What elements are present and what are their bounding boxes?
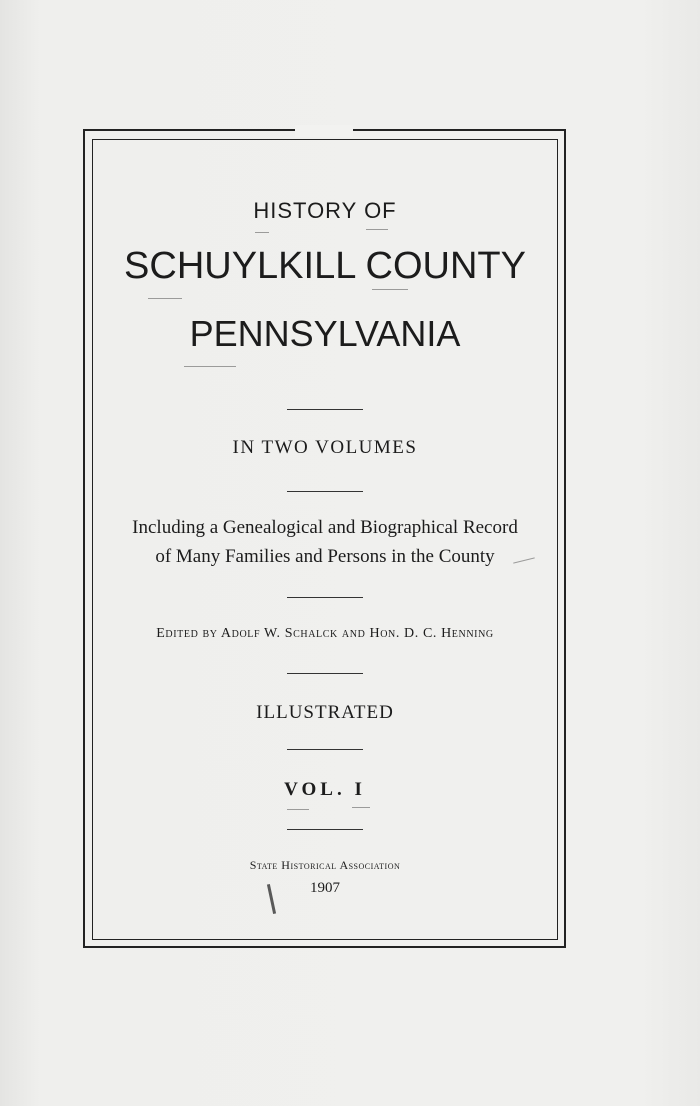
pencil-mark <box>255 232 269 233</box>
divider-rule <box>287 829 363 830</box>
pencil-mark <box>287 809 309 810</box>
title-state: PENNSYLVANIA <box>189 313 461 354</box>
editors-line: Edited by Adolf W. Schalck and Hon. D. C. Henning <box>156 626 494 641</box>
pencil-mark <box>352 807 370 808</box>
pencil-mark <box>148 298 182 299</box>
divider-rule <box>287 749 363 750</box>
title-county: SCHUYLKILL COUNTY <box>124 245 526 287</box>
divider-rule <box>287 491 363 492</box>
pencil-mark <box>372 289 408 290</box>
title-history-of: HISTORY OF <box>253 198 397 223</box>
illustrated-label: ILLUSTRATED <box>256 702 394 723</box>
publication-year: 1907 <box>310 880 340 896</box>
volumes-statement: IN TWO VOLUMES <box>232 437 418 458</box>
divider-rule <box>287 673 363 674</box>
divider-rule <box>287 409 363 410</box>
volume-number: VOL. I <box>284 779 366 800</box>
publisher-name: State Historical Association <box>249 858 401 872</box>
subtitle-line-1: Including a Genealogical and Biographical Record <box>132 517 518 538</box>
divider-rule <box>287 597 363 598</box>
pencil-mark <box>184 366 236 367</box>
subtitle-line-2: of Many Families and Persons in the County <box>155 546 495 567</box>
pencil-mark <box>366 229 388 230</box>
border-wear-mark <box>295 125 353 137</box>
